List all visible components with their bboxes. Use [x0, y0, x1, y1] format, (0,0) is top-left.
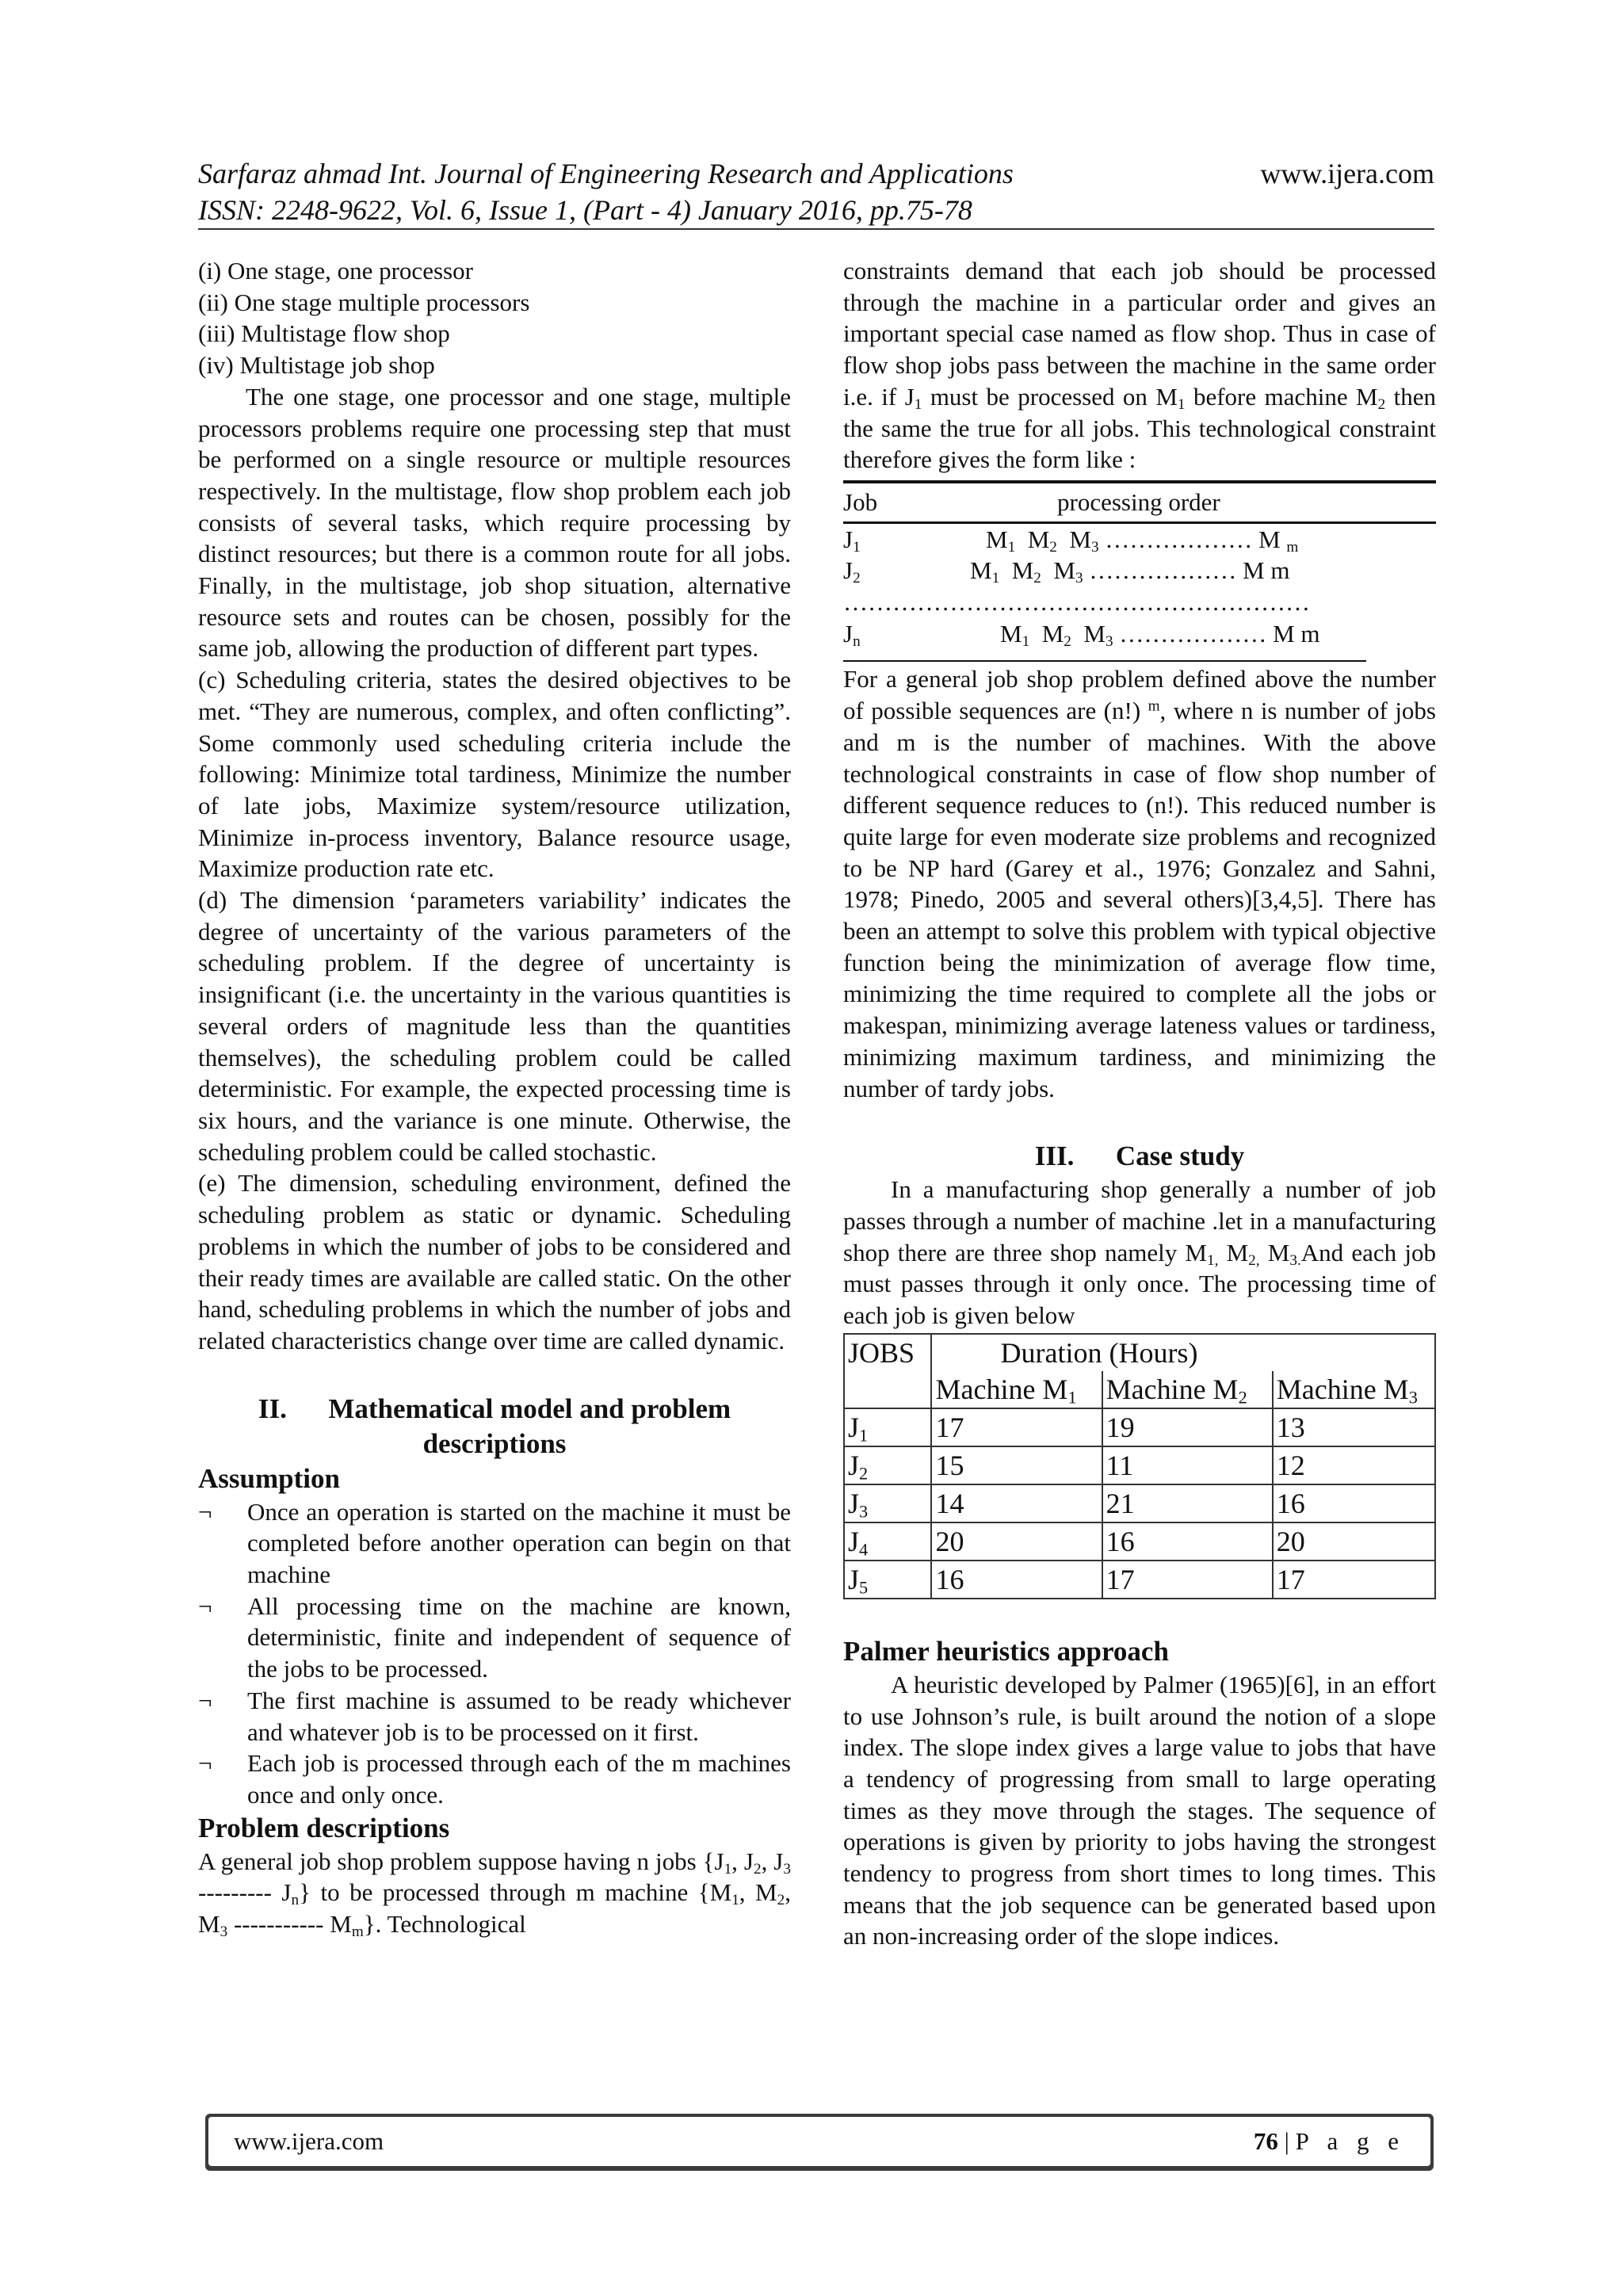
job-cell: $J_4$ [844, 1522, 931, 1561]
bullet-icon: ¬ [198, 1749, 212, 1778]
bullet-icon: ¬ [198, 1686, 212, 1714]
paragraph-problem: A general job shop problem suppose having n jobs {$J_1$, $J_2$, $J_3$ --------- $J_n$} to be processed through m machine {$M_1$, $M_2$, $M_3$ ----------- $M_m$}. Technological [198, 1847, 791, 1940]
value-cell: 20 [1273, 1522, 1435, 1561]
assumption-item: ¬ Each job is processed through each of the m machines once and only once. [198, 1748, 791, 1810]
paragraph-criteria: (c) Scheduling criteria, states the desired objectives to be met. “They are numerous, complex, and often conflicting”. Some commonly used scheduling criteria include the following: Minimize total tardiness, Minimize the number of late jobs, Maximize system/resource utilization, Minimize in-process inventory, Balance resource usage, Maximize production rate etc. [198, 666, 791, 883]
paragraph-constraints: constraints demand that each job should be processed through the machine in a particular order and gives an important special case named as flow shop. Thus in case of flow shop jobs pass between the machine in the same order i.e. if $J_1$ must be processed on $M_1$ before machine $M_2$ then the same the true for all jobs. This technological constraint therefore gives the form like : [843, 257, 1437, 474]
value-cell: 12 [1273, 1446, 1435, 1484]
table-row [844, 1484, 1435, 1522]
palmer-heading: Palmer heuristics approach [843, 1635, 1169, 1667]
journal-title: Sarfaraz ahmad Int. Journal of Engineering Research and Applications [198, 158, 1014, 189]
table-header-row [844, 1371, 1435, 1408]
value-cell: 16 [931, 1561, 1102, 1599]
value-cell: 17 [931, 1408, 1102, 1446]
value-cell: 13 [1273, 1408, 1435, 1446]
table-row [844, 1408, 1435, 1446]
list-item: (i) One stage, one processor [198, 257, 473, 285]
page-number: 76 | P a g e [1253, 2127, 1405, 2155]
value-cell: 17 [1273, 1561, 1435, 1599]
value-cell: 20 [931, 1522, 1102, 1561]
table-row [844, 1522, 1435, 1561]
bullet-icon: ¬ [198, 1591, 212, 1620]
value-cell: 19 [1102, 1408, 1273, 1446]
header-jobs: JOBS [844, 1334, 931, 1408]
assumption-heading: Assumption [198, 1462, 340, 1494]
table-row: $J_2$ $M_1$ $M_2$ $M_3$ ……………… M m [843, 556, 1290, 587]
section-2-title: Mathematical model and problem descriptions [328, 1392, 731, 1459]
table-row [844, 1446, 1435, 1484]
processing-order-table [843, 480, 1436, 663]
value-cell: 14 [931, 1484, 1102, 1522]
header-machine: Machine $M_2$ [1102, 1371, 1273, 1408]
value-cell: 11 [1102, 1446, 1273, 1484]
list-item: (iv) Multistage job shop [198, 351, 435, 380]
value-cell: 21 [1102, 1484, 1273, 1522]
header-processing-order: processing order [1057, 487, 1220, 516]
table-row: $J_1$ $M_1$ $M_2$ $M_3$ ……………… M $_m$ [843, 525, 1299, 556]
left-column [198, 255, 791, 1940]
right-column [843, 255, 1436, 1952]
table-row: $J_n$ $M_1$ $M_2$ $M_3$ ……………… M m [843, 619, 1320, 650]
job-cell: $J_5$ [844, 1561, 931, 1599]
paragraph-environment: (e) The dimension, scheduling environment, defined the scheduling problem as static or dynamic. Scheduling problems in which the number of jobs to be considered and their ready times are available are called static. On the other hand, scheduling problems in which the number of jobs and related characteristics change over time are called dynamic. [198, 1169, 791, 1354]
section-2-heading [198, 1392, 791, 1461]
header-divider [198, 228, 1434, 230]
list-item: (ii) One stage multiple processors [198, 288, 530, 316]
paragraph-stages: The one stage, one processor and one stage, multiple processors problems require one processing step that must be performed on a single resource or multiple resources respectively. In the multistage, flow shop problem each job consists of several tasks, which require processing by distinct resources; but there is a common route for all jobs. Finally, in the multistage, job shop situation, alternative resource sets and routes can be chosen, possibly for the same job, allowing the production of different part types. [198, 382, 791, 663]
job-cell: $J_1$ [844, 1408, 931, 1446]
job-cell: $J_3$ [844, 1484, 931, 1522]
value-cell: 17 [1102, 1561, 1273, 1599]
paragraph-variability: (d) The dimension ‘parameters variability’ indicates the degree of uncertainty of the various parameters of the scheduling problem. If the degree of uncertainty is insignificant (i.e. the uncertainty in the various quantities is several orders of magnitude less than the quantities themselves), the scheduling problem could be called deterministic. For example, the expected processing time is six hours, and the variance is one minute. Otherwise, the scheduling problem could be called stochastic. [198, 886, 791, 1166]
footer-website[interactable]: www.ijera.com [234, 2127, 384, 2155]
header-duration: Duration (Hours) [931, 1334, 1435, 1371]
table-row [844, 1561, 1435, 1599]
page-footer [205, 2114, 1434, 2171]
header-machine: Machine $M_3$ [1273, 1371, 1435, 1408]
assumption-item: ¬ Once an operation is started on the machine it must be completed before another operation can begin on that machine [198, 1496, 791, 1591]
list-item: (iii) Multistage flow shop [198, 319, 450, 348]
section-3-number: III. [1034, 1140, 1075, 1172]
section-3-title: Case study [1115, 1140, 1245, 1172]
processing-order-header [843, 483, 1436, 524]
paragraph-palmer: A heuristic developed by Palmer (1965)[6], in an effort to use Johnson’s rule, is built around the notion of a slope index. The slope index gives a large value to jobs that have a tendency of progressing from small to large operating times as they move through the stages. The sequence of operations is given by priority to jobs having the strongest tendency to progress from short times to long times. This means that the job sequence can be generated based upon an non-increasing order of the slope indices. [843, 1670, 1436, 1950]
dots-row: ………………………………………………… [843, 588, 1310, 617]
issn-line: ISSN: 2248-9622, Vol. 6, Issue 1, (Part - 4) January 2016, pp.75-78 [198, 194, 972, 226]
value-cell: 15 [931, 1446, 1102, 1484]
value-cell: 16 [1102, 1522, 1273, 1561]
header-website[interactable]: www.ijera.com [1260, 158, 1434, 189]
problem-heading: Problem descriptions [198, 1812, 450, 1843]
assumption-item: ¬ All processing time on the machine are known, deterministic, finite and independent of sequence of the jobs to be processed. [198, 1591, 791, 1685]
table-header-row [844, 1334, 1435, 1371]
page-header [198, 155, 1434, 228]
job-cell: $J_2$ [844, 1446, 931, 1484]
header-job: Job [843, 487, 878, 516]
section-3-heading [843, 1139, 1436, 1174]
header-machine: Machine $M_1$ [931, 1371, 1102, 1408]
paragraph-sequences: For a general job shop problem defined above the number of possible sequences are (n!) $^m$, where n is number of jobs and m is the number of machines. With the above technological constraints in case of flow shop number of different sequence reduces to (n!). This reduced number is quite large for even moderate size problems and recognized to be NP hard (Garey et al., 1976; Gonzalez and Sahni, 1978; Pinedo, 2005 and several others)[3,4,5]. There has been an attempt to solve this problem with typical objective function being the minimization of average flow time, minimizing the time required to complete all the jobs or makespan, minimizing average lateness values or tardiness, minimizing maximum tardiness, and minimizing the number of tardy jobs. [843, 665, 1436, 1102]
assumption-item: ¬ The first machine is assumed to be ready whichever and whatever job is to be processed on it first. [198, 1685, 791, 1748]
paragraph-case-study: In a manufacturing shop generally a number of job passes through a number of machine .let in a manufacturing shop there are three shop namely $M_{1,}$ $M_{2,}$ $M_{3.}And$ each job must passes through it only once. The processing time of each job is given below [843, 1175, 1436, 1330]
duration-table [843, 1333, 1436, 1599]
bullet-icon: ¬ [198, 1497, 212, 1526]
value-cell: 16 [1273, 1484, 1435, 1522]
section-2-number: II. [258, 1392, 287, 1424]
